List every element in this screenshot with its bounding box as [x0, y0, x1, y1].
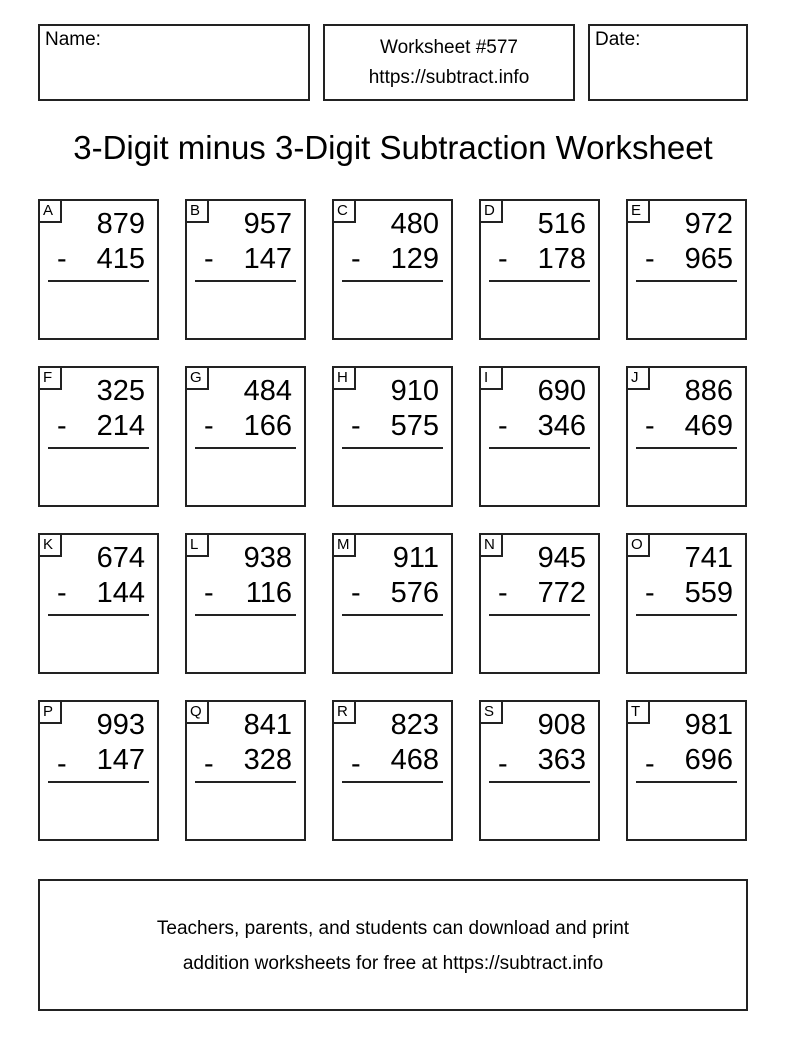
subtrahend: 965	[684, 243, 733, 275]
problem-letter: O	[626, 533, 650, 557]
problem-card[interactable]	[38, 366, 159, 507]
subtrahend: 116	[245, 577, 292, 609]
minuend: 325	[96, 375, 145, 407]
minuend: 972	[684, 208, 733, 240]
answer-rule	[636, 781, 737, 783]
subtrahend: 129	[390, 243, 439, 275]
subtrahend: 328	[243, 744, 292, 776]
page-title: 3-Digit minus 3-Digit Subtraction Worksheet	[73, 129, 713, 166]
problem-card[interactable]	[626, 366, 747, 507]
problem-letter: C	[332, 199, 356, 223]
minus-sign: -	[645, 243, 655, 275]
problem-card[interactable]	[479, 533, 600, 674]
subtrahend: 696	[684, 744, 733, 776]
minus-sign: -	[498, 410, 508, 442]
minuend: 674	[96, 542, 145, 574]
problem-card[interactable]	[626, 199, 747, 340]
answer-rule	[342, 781, 443, 783]
subtrahend: 415	[96, 243, 145, 275]
answer-rule	[489, 614, 590, 616]
minuend: 690	[537, 375, 586, 407]
minuend: 993	[96, 709, 145, 741]
site-url: https://subtract.info	[368, 67, 530, 88]
problem-letter: R	[332, 700, 356, 724]
problem-letter: N	[479, 533, 503, 557]
minuend: 516	[537, 208, 586, 240]
answer-rule	[636, 280, 737, 282]
minuend: 957	[243, 208, 292, 240]
minus-sign: -	[204, 577, 214, 609]
minus-sign: -	[57, 748, 67, 780]
problem-card[interactable]	[185, 533, 306, 674]
answer-rule	[342, 614, 443, 616]
minus-sign: -	[351, 243, 361, 275]
date-field-box[interactable]	[588, 24, 748, 101]
subtrahend: 346	[537, 410, 586, 442]
answer-rule	[195, 781, 296, 783]
answer-rule	[636, 447, 737, 449]
problem-letter: E	[626, 199, 650, 223]
subtrahend: 576	[390, 577, 439, 609]
minus-sign: -	[57, 577, 67, 609]
minuend: 945	[537, 542, 586, 574]
answer-rule	[342, 447, 443, 449]
minuend: 823	[390, 709, 439, 741]
minuend: 841	[243, 709, 292, 741]
footer-line-2: addition worksheets for free at https://subtract.info	[182, 953, 604, 974]
problem-card[interactable]	[332, 366, 453, 507]
minus-sign: -	[645, 410, 655, 442]
minuend: 908	[537, 709, 586, 741]
subtrahend: 166	[243, 410, 292, 442]
answer-rule	[195, 280, 296, 282]
minus-sign: -	[204, 748, 214, 780]
minuend: 886	[684, 375, 733, 407]
problem-card[interactable]	[626, 533, 747, 674]
subtrahend: 559	[684, 577, 733, 609]
problem-card[interactable]	[626, 700, 747, 841]
problem-card[interactable]	[185, 700, 306, 841]
problem-letter: G	[185, 366, 209, 390]
name-field-box[interactable]	[38, 24, 310, 101]
problem-card[interactable]	[332, 700, 453, 841]
worksheet-number: Worksheet #577	[379, 37, 518, 58]
minus-sign: -	[204, 243, 214, 275]
subtrahend: 575	[390, 410, 439, 442]
subtrahend: 147	[243, 243, 292, 275]
footer-line-1: Teachers, parents, and students can download and print	[156, 918, 630, 939]
minus-sign: -	[498, 748, 508, 780]
answer-rule	[48, 280, 149, 282]
problem-card[interactable]	[185, 366, 306, 507]
problem-letter: J	[626, 366, 650, 390]
minus-sign: -	[351, 410, 361, 442]
problem-card[interactable]	[479, 366, 600, 507]
minuend: 910	[390, 375, 439, 407]
date-label: Date:	[595, 29, 641, 50]
answer-rule	[195, 447, 296, 449]
minuend: 938	[243, 542, 292, 574]
problem-letter: A	[38, 199, 62, 223]
problem-letter: K	[38, 533, 62, 557]
minuend: 981	[684, 709, 733, 741]
subtrahend: 363	[537, 744, 586, 776]
problem-letter: F	[38, 366, 62, 390]
problem-letter: M	[332, 533, 356, 557]
problem-card[interactable]	[479, 199, 600, 340]
answer-rule	[489, 447, 590, 449]
problem-letter: D	[479, 199, 503, 223]
problem-card[interactable]	[38, 533, 159, 674]
minuend: 484	[243, 375, 292, 407]
answer-rule	[48, 781, 149, 783]
subtrahend: 178	[537, 243, 586, 275]
answer-rule	[48, 614, 149, 616]
worksheet-info-box	[323, 24, 575, 101]
name-label: Name:	[45, 29, 101, 50]
problem-card[interactable]	[479, 700, 600, 841]
problem-letter: I	[479, 366, 503, 390]
minus-sign: -	[498, 243, 508, 275]
subtrahend: 772	[537, 577, 586, 609]
footer-box	[38, 879, 748, 1011]
problem-card[interactable]	[185, 199, 306, 340]
minus-sign: -	[204, 410, 214, 442]
minus-sign: -	[351, 577, 361, 609]
minuend: 480	[390, 208, 439, 240]
minus-sign: -	[351, 748, 361, 780]
minuend: 741	[684, 542, 733, 574]
problem-card[interactable]	[332, 199, 453, 340]
problem-card[interactable]	[38, 700, 159, 841]
problem-letter: H	[332, 366, 356, 390]
problem-letter: T	[626, 700, 650, 724]
problem-letter: P	[38, 700, 62, 724]
subtrahend: 144	[96, 577, 145, 609]
problem-letter: S	[479, 700, 503, 724]
subtrahend: 214	[96, 410, 145, 442]
problem-letter: Q	[185, 700, 209, 724]
problem-card[interactable]	[332, 533, 453, 674]
minus-sign: -	[57, 243, 67, 275]
minus-sign: -	[498, 577, 508, 609]
subtrahend: 468	[390, 744, 439, 776]
subtrahend: 147	[96, 744, 145, 776]
answer-rule	[195, 614, 296, 616]
answer-rule	[48, 447, 149, 449]
answer-rule	[489, 781, 590, 783]
problem-card[interactable]	[38, 199, 159, 340]
answer-rule	[636, 614, 737, 616]
minuend: 911	[392, 542, 439, 574]
subtrahend: 469	[684, 410, 733, 442]
minuend: 879	[96, 208, 145, 240]
answer-rule	[489, 280, 590, 282]
problem-letter: L	[185, 533, 209, 557]
minus-sign: -	[645, 748, 655, 780]
answer-rule	[342, 280, 443, 282]
minus-sign: -	[645, 577, 655, 609]
problem-letter: B	[185, 199, 209, 223]
minus-sign: -	[57, 410, 67, 442]
